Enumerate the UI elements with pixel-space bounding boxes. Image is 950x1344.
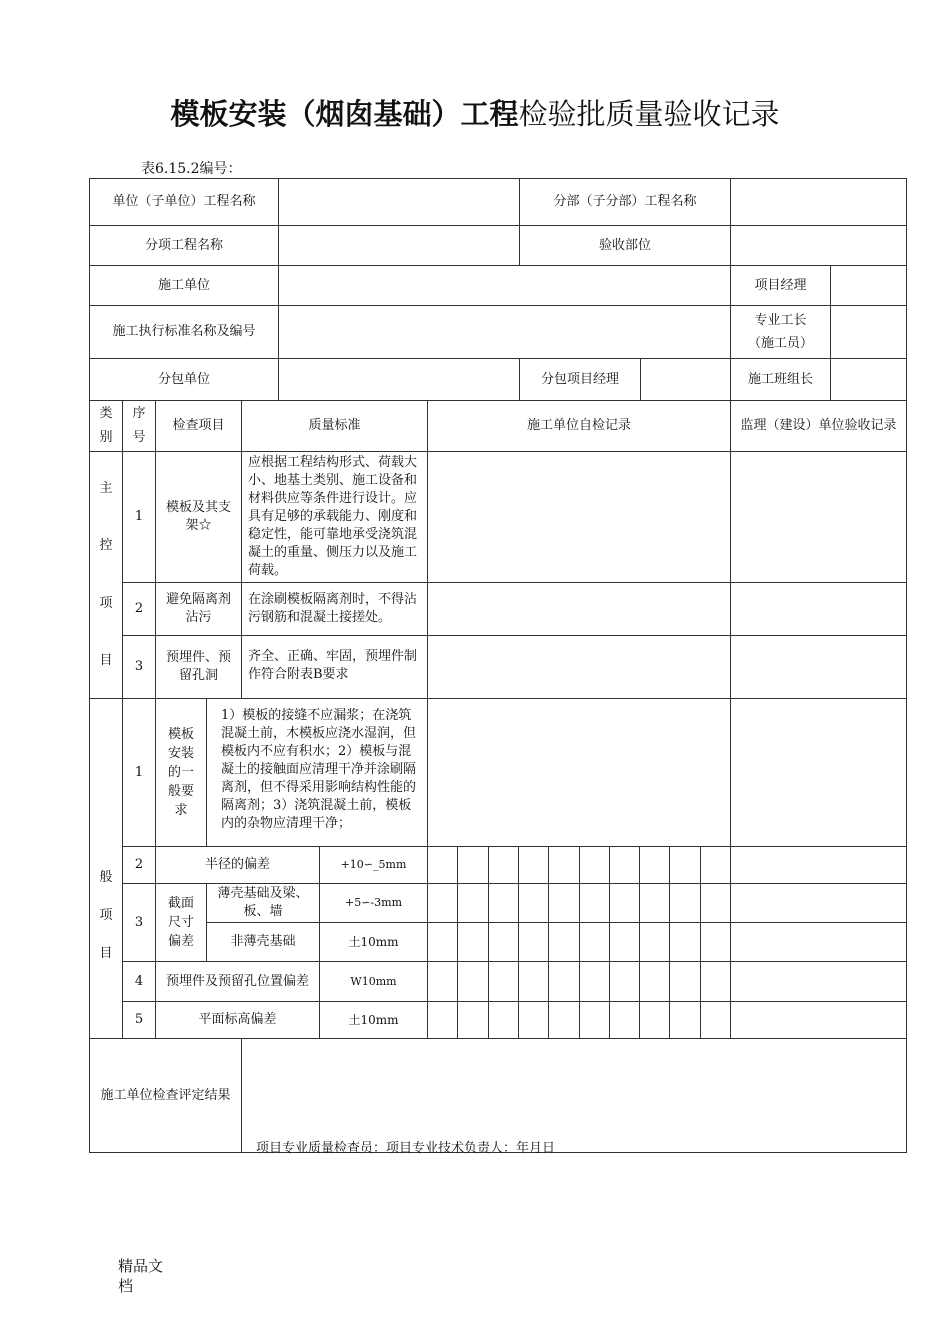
measure-cell[interactable] bbox=[488, 883, 518, 922]
g-item2-no: 2 bbox=[122, 846, 155, 883]
measure-cell[interactable] bbox=[639, 1001, 669, 1038]
mc-item1-supervision[interactable] bbox=[730, 451, 906, 582]
mc-item2-no: 2 bbox=[122, 582, 155, 635]
measure-cell[interactable] bbox=[700, 961, 730, 1001]
sub-pm-label: 分包项目经理 bbox=[519, 358, 640, 400]
mc-item3-no: 3 bbox=[122, 635, 155, 698]
g-item3-val1: +5∽-3mm bbox=[319, 883, 427, 922]
mc-item3-self-check[interactable] bbox=[427, 635, 730, 698]
g-item3-sub1: 薄壳基础及梁、板、墙 bbox=[206, 883, 319, 922]
g-item1-standard: 1）模板的接缝不应漏浆；在浇筑混凝土前，木模板应浇水湿润，但模板内不应有积水；2）模板与混凝土的接触面应清理干净并涂刷隔离剂，但不得采用影响结构性能的隔离剂；3）浇筑混凝土前，模板内的杂物应清理干净； bbox=[206, 698, 427, 846]
measure-cell[interactable] bbox=[609, 961, 639, 1001]
measure-cell[interactable] bbox=[457, 883, 488, 922]
measure-cell[interactable] bbox=[579, 846, 609, 883]
g-item5-no: 5 bbox=[122, 1001, 155, 1038]
sub-item-label: 分项工程名称 bbox=[89, 225, 278, 265]
measure-cell[interactable] bbox=[609, 846, 639, 883]
measure-cell[interactable] bbox=[457, 1001, 488, 1038]
project-manager-label: 项目经理 bbox=[730, 265, 830, 305]
g-item2-supervision[interactable] bbox=[730, 846, 906, 883]
result-area[interactable] bbox=[241, 1038, 906, 1152]
general-label bbox=[89, 698, 122, 1038]
measure-cell[interactable] bbox=[609, 1001, 639, 1038]
unit-project-value[interactable] bbox=[278, 178, 519, 225]
g-item1-self-check[interactable] bbox=[427, 698, 730, 846]
number-header-2: 号 bbox=[132, 430, 146, 445]
unit-project-label: 单位（子单位）工程名称 bbox=[89, 178, 278, 225]
measure-cell[interactable] bbox=[700, 922, 730, 961]
measure-cell[interactable] bbox=[548, 883, 579, 922]
number-header bbox=[122, 400, 155, 451]
measure-cell[interactable] bbox=[669, 883, 700, 922]
foreman-label bbox=[730, 305, 830, 358]
g-item3-group: 截面尺寸偏差 bbox=[155, 883, 206, 961]
mc-item2-self-check[interactable] bbox=[427, 582, 730, 635]
measure-cell[interactable] bbox=[579, 922, 609, 961]
foreman-value[interactable] bbox=[830, 305, 906, 358]
main-control-char-2: 控 bbox=[99, 538, 113, 554]
subcontractor-value[interactable] bbox=[278, 358, 519, 400]
mc-item2-supervision[interactable] bbox=[730, 582, 906, 635]
foreman-sub-label: （施工员） bbox=[747, 336, 813, 351]
measure-cell[interactable] bbox=[457, 922, 488, 961]
g-item5-value: 土10mm bbox=[319, 1001, 427, 1038]
standard-value[interactable] bbox=[278, 305, 730, 358]
measure-cell[interactable] bbox=[457, 961, 488, 1001]
measure-cell[interactable] bbox=[518, 961, 548, 1001]
g-item1-supervision[interactable] bbox=[730, 698, 906, 846]
table-right-border bbox=[906, 178, 907, 1153]
main-control-char-3: 项 bbox=[99, 595, 113, 611]
g-item3-sub2: 非薄壳基础 bbox=[206, 922, 319, 961]
measure-cell[interactable] bbox=[427, 922, 457, 961]
acceptance-part-value[interactable] bbox=[730, 225, 906, 265]
measure-cell[interactable] bbox=[427, 846, 457, 883]
mc-item2-standard: 在涂刷模板隔离剂时，不得沾污钢筋和混凝土接搓处。 bbox=[241, 582, 427, 635]
team-leader-value[interactable] bbox=[830, 358, 906, 400]
measure-cell[interactable] bbox=[518, 1001, 548, 1038]
table-code: 表6.15.2编号： bbox=[141, 161, 242, 177]
acceptance-part-label: 验收部位 bbox=[519, 225, 730, 265]
measure-cell[interactable] bbox=[548, 846, 579, 883]
measure-cell[interactable] bbox=[518, 846, 548, 883]
measure-cell[interactable] bbox=[700, 883, 730, 922]
g-item4-value: W10mm bbox=[319, 961, 427, 1001]
measure-cell[interactable] bbox=[457, 846, 488, 883]
measure-cell[interactable] bbox=[579, 961, 609, 1001]
g-item1-no: 1 bbox=[122, 698, 155, 846]
supervision-header: 监理（建设）单位验收记录 bbox=[730, 400, 906, 451]
measure-cell[interactable] bbox=[427, 961, 457, 1001]
main-control-char-4: 目 bbox=[99, 653, 113, 669]
footer-watermark: 精品文档 bbox=[118, 1257, 164, 1295]
construction-unit-value[interactable] bbox=[278, 265, 730, 305]
measure-cell[interactable] bbox=[488, 922, 518, 961]
measure-cell[interactable] bbox=[669, 846, 700, 883]
measure-cell[interactable] bbox=[488, 1001, 518, 1038]
mc-item1-name: 模板及其支架☆ bbox=[155, 451, 241, 582]
self-check-header: 施工单位自检记录 bbox=[427, 400, 730, 451]
title-bold: 模板安装（烟囱基础）工程 bbox=[170, 97, 519, 131]
main-control-char-1: 主 bbox=[99, 480, 113, 496]
general-char-2: 项 bbox=[99, 907, 113, 923]
standard-header: 质量标准 bbox=[241, 400, 427, 451]
measure-cell[interactable] bbox=[609, 883, 639, 922]
category-header-1: 类 bbox=[99, 406, 113, 421]
g-item3a-supervision[interactable] bbox=[730, 883, 906, 922]
mc-item3-standard: 齐全、正确、牢固，预埋件制作符合附表B要求 bbox=[241, 635, 427, 698]
measure-cell[interactable] bbox=[579, 1001, 609, 1038]
g-item5-name: 平面标高偏差 bbox=[155, 1001, 319, 1038]
measure-cell[interactable] bbox=[548, 922, 579, 961]
category-header bbox=[89, 400, 122, 451]
measure-cell[interactable] bbox=[639, 922, 669, 961]
g-item2-value: +10∽_5mm bbox=[319, 846, 427, 883]
sub-division-label: 分部（子分部）工程名称 bbox=[519, 178, 730, 225]
sub-item-value[interactable] bbox=[278, 225, 519, 265]
mc-item3-supervision[interactable] bbox=[730, 635, 906, 698]
mc-item1-no: 1 bbox=[122, 451, 155, 582]
measure-cell[interactable] bbox=[427, 1001, 457, 1038]
g-item3-no: 3 bbox=[122, 883, 155, 961]
general-char-3: 目 bbox=[99, 945, 113, 961]
team-leader-label: 施工班组长 bbox=[730, 358, 830, 400]
mc-item2-name: 避免隔离剂沾污 bbox=[155, 582, 241, 635]
measure-cell[interactable] bbox=[639, 883, 669, 922]
check-item-header: 检查项目 bbox=[155, 400, 241, 451]
g-item5-supervision[interactable] bbox=[730, 1001, 906, 1038]
mc-item3-name: 预埋件、预留孔洞 bbox=[155, 635, 241, 698]
measure-cell[interactable] bbox=[488, 846, 518, 883]
construction-unit-label: 施工单位 bbox=[89, 265, 278, 305]
g-item3-val2: 土10mm bbox=[319, 922, 427, 961]
measure-cell[interactable] bbox=[700, 846, 730, 883]
title-normal: 检验批质量验收记录 bbox=[518, 97, 780, 131]
sub-pm-value[interactable] bbox=[640, 358, 730, 400]
measure-cell[interactable] bbox=[548, 961, 579, 1001]
number-header-1: 序 bbox=[132, 406, 146, 421]
g-item4-name: 预埋件及预留孔位置偏差 bbox=[155, 961, 319, 1001]
measure-cell[interactable] bbox=[700, 1001, 730, 1038]
measure-cell[interactable] bbox=[548, 1001, 579, 1038]
subcontractor-label: 分包单位 bbox=[89, 358, 278, 400]
mc-item1-self-check[interactable] bbox=[427, 451, 730, 582]
g-item4-no: 4 bbox=[122, 961, 155, 1001]
standard-label: 施工执行标准名称及编号 bbox=[89, 305, 278, 358]
measure-cell[interactable] bbox=[669, 1001, 700, 1038]
measure-cell[interactable] bbox=[639, 846, 669, 883]
measure-cell[interactable] bbox=[639, 961, 669, 1001]
category-header-2: 别 bbox=[99, 430, 113, 445]
measure-cell[interactable] bbox=[427, 883, 457, 922]
result-label: 施工单位检查评定结果 bbox=[89, 1038, 241, 1152]
g-item4-supervision[interactable] bbox=[730, 961, 906, 1001]
measure-cell[interactable] bbox=[518, 883, 548, 922]
measure-cell[interactable] bbox=[669, 961, 700, 1001]
g-item2-name: 半径的偏差 bbox=[155, 846, 319, 883]
measure-cell[interactable] bbox=[579, 883, 609, 922]
signature-line: 项目专业质量检查员：项目专业技术负责人：年月日 bbox=[256, 1141, 556, 1156]
mc-item1-standard: 应根据工程结构形式、荷载大小、地基土类别、施工设备和材料供应等条件进行设计。应具有足够的承载能力、刚度和稳定性，能可靠地承受浇筑混凝土的重量、侧压力以及施工荷载。 bbox=[241, 451, 427, 582]
measure-cell[interactable] bbox=[488, 961, 518, 1001]
g-item3b-supervision[interactable] bbox=[730, 922, 906, 961]
g-item1-name: 模板安装的一般要求 bbox=[155, 698, 206, 846]
measure-cell[interactable] bbox=[669, 922, 700, 961]
project-manager-value[interactable] bbox=[830, 265, 906, 305]
measure-cell[interactable] bbox=[518, 922, 548, 961]
foreman-label-text: 专业工长 bbox=[754, 313, 807, 328]
measure-cell[interactable] bbox=[609, 922, 639, 961]
main-control-label bbox=[89, 451, 122, 698]
general-char-1: 般 bbox=[99, 869, 113, 885]
sub-division-value[interactable] bbox=[730, 178, 906, 225]
